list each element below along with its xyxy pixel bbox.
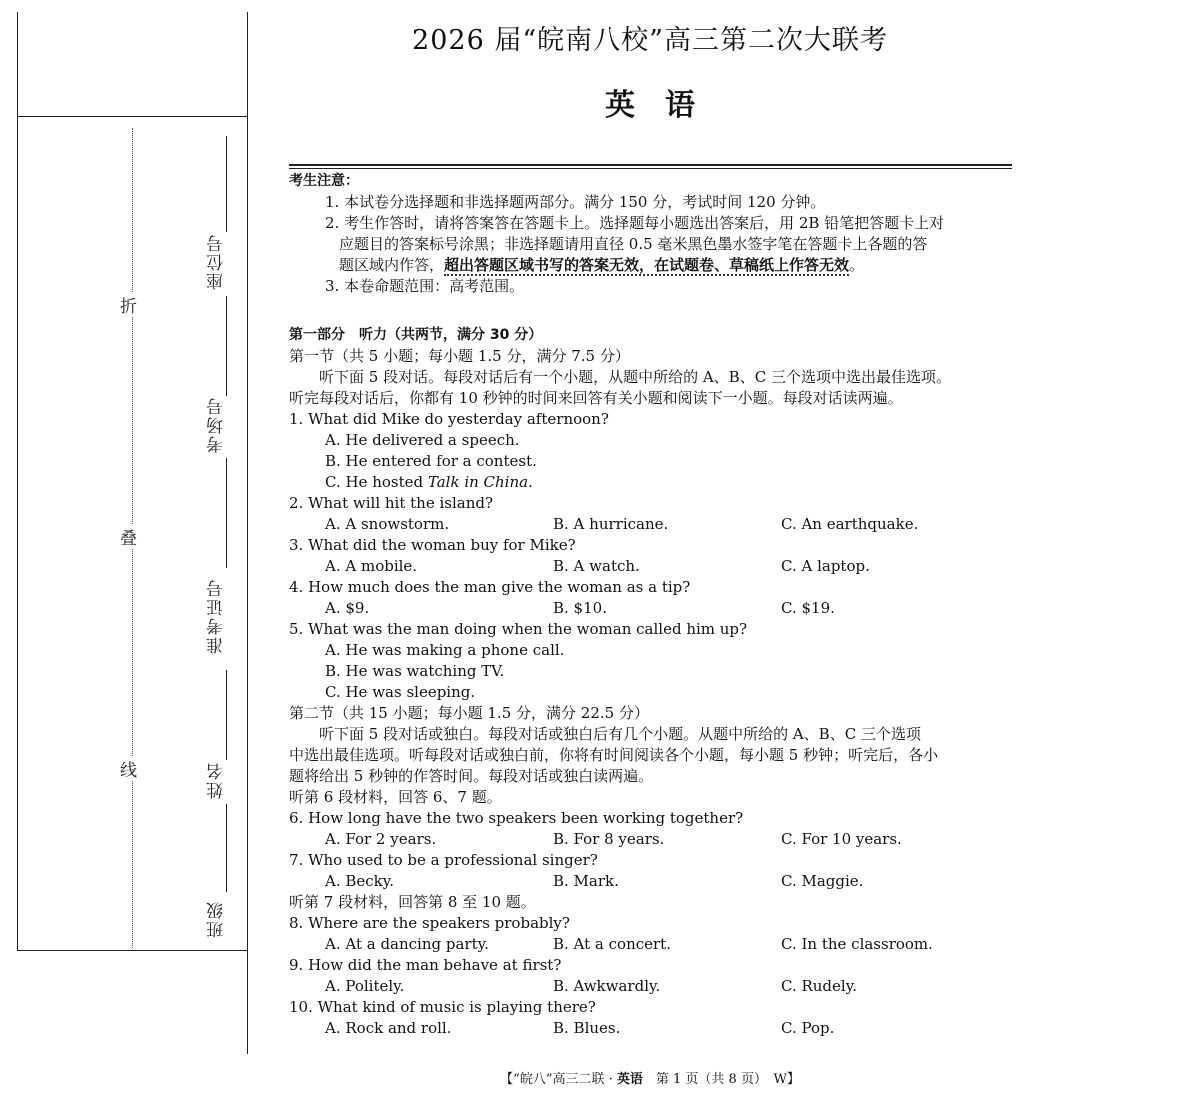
question-stem: 3. What did the woman buy for Mike? — [289, 536, 576, 554]
field-line — [226, 804, 227, 892]
footer-left: 【“皖八”高三二联 · — [500, 1072, 617, 1087]
options-row — [289, 976, 1019, 997]
field-class[interactable] — [200, 804, 248, 944]
notice-item-2-line2: 应题目的答案标号涂黑；非选择题请用直径 0.5 毫米黑色墨水签字笔在答题卡上各题的答 — [339, 235, 928, 253]
section1-instruction: 听下面 5 段对话。每段对话后有一个小题，从题中所给的 A、B、C 三个选项中选出最佳选项。 — [319, 368, 951, 386]
option-b: B. For 8 years. — [553, 830, 665, 848]
options-row — [289, 934, 1019, 955]
section2-instruction: 中选出最佳选项。听每段对话或独白前，你将有时间阅读各个小题，每小题 5 秒钟；听完后，各小 — [289, 746, 939, 764]
field-exam-room[interactable] — [200, 296, 248, 456]
option-a: A. Becky. — [325, 872, 395, 890]
option-c: C. Rudely. — [781, 977, 857, 995]
section2-instruction: 题将给出 5 秒钟的作答时间。每段对话或独白读两遍。 — [289, 767, 654, 785]
fold-char-3: 线 — [120, 756, 137, 781]
fold-char-1: 折 — [120, 292, 137, 317]
option-c: C. For 10 years. — [781, 830, 902, 848]
question-stem: 2. What will hit the island? — [289, 494, 494, 512]
margin-top-rule — [17, 116, 248, 117]
option-a: A. For 2 years. — [325, 830, 437, 848]
question-stem: 6. How long have the two speakers been working together? — [289, 809, 744, 827]
option-b: B. At a concert. — [553, 935, 671, 953]
option-text: C. He hosted — [325, 473, 428, 491]
option-a: A. At a dancing party. — [325, 935, 489, 953]
notice-item-2-line1: 2. 考生作答时，请将答案答在答题卡上。选择题每小题选出答案后，用 2B 铅笔把答题卡上对 — [325, 214, 945, 232]
notice-item-1: 1. 本试卷分选择题和非选择题两部分。满分 150 分，考试时间 120 分钟。 — [325, 193, 826, 211]
option-b: B. He was watching TV. — [325, 662, 505, 680]
option-b: B. $10. — [553, 599, 607, 617]
field-label: 考场号 — [207, 396, 227, 454]
options-row — [289, 556, 1019, 577]
question-stem: 10. What kind of music is playing there? — [289, 998, 596, 1016]
field-line — [226, 296, 227, 396]
exam-content — [289, 171, 1019, 1039]
options-row — [289, 829, 1019, 850]
option-c: C. Pop. — [781, 1019, 835, 1037]
notice-title: 考生注意： — [289, 173, 359, 189]
option-b: B. A hurricane. — [553, 515, 669, 533]
field-admission-number[interactable] — [200, 458, 248, 668]
field-name[interactable] — [200, 670, 248, 800]
option-b: B. Blues. — [553, 1019, 621, 1037]
options-row — [289, 514, 1019, 535]
section1-instruction: 听完每段对话后，你都有 10 秒钟的时间来回答有关小题和阅读下一小题。每段对话读两遍。 — [289, 389, 903, 407]
question-stem: 4. How much does the man give the woman as a tip? — [289, 578, 691, 596]
section2-title: 第二节（共 15 小题；每小题 1.5 分，满分 22.5 分） — [289, 704, 649, 722]
question-stem: 5. What was the man doing when the woman called him up? — [289, 620, 748, 638]
option-c — [289, 472, 1019, 493]
binding-margin — [0, 0, 248, 1099]
spacer — [289, 297, 1019, 325]
margin-bottom-rule — [17, 950, 248, 951]
options-row — [289, 1018, 1019, 1039]
option-text: . — [528, 473, 533, 491]
option-b: B. Awkwardly. — [553, 977, 661, 995]
option-c: C. Maggie. — [781, 872, 864, 890]
option-c: C. A laptop. — [781, 557, 870, 575]
field-seat-number[interactable] — [200, 136, 248, 296]
option-b: B. A watch. — [553, 557, 640, 575]
fold-char-2: 叠 — [120, 524, 137, 549]
options-row — [289, 871, 1019, 892]
option-a: A. Rock and roll. — [325, 1019, 452, 1037]
field-line — [226, 136, 227, 232]
option-b: B. He entered for a contest. — [325, 452, 537, 470]
field-line — [226, 458, 227, 568]
footer-subject: 英语 — [616, 1072, 643, 1087]
notice-text: 题区域内作答， — [339, 256, 445, 274]
option-a: A. He delivered a speech. — [325, 431, 520, 449]
question-stem: 8. Where are the speakers probably? — [289, 914, 570, 932]
part1-title: 第一部分 听力（共两节，满分 30 分） — [289, 327, 543, 343]
field-line — [226, 670, 227, 760]
material-note: 听第 7 段材料，回答第 8 至 10 题。 — [289, 893, 536, 911]
subject-title: 英 语 — [605, 88, 695, 123]
notice-item-3: 3. 本卷命题范围：高考范围。 — [325, 277, 525, 295]
notice-text: 。 — [849, 256, 865, 274]
option-a: A. A snowstorm. — [325, 515, 450, 533]
options-row — [289, 598, 1019, 619]
notice-item-2-line3 — [289, 255, 1019, 276]
field-label: 座位号 — [207, 233, 227, 291]
option-c: C. In the classroom. — [781, 935, 933, 953]
footer-right: 第 1 页（共 8 页） W】 — [642, 1072, 800, 1087]
question-stem: 7. Who used to be a professional singer? — [289, 851, 598, 869]
notice-emphasis: 超出答题区域书写的答案无效，在试题卷、草稿纸上作答无效 — [444, 256, 850, 274]
section1-title: 第一节（共 5 小题；每小题 1.5 分，满分 7.5 分） — [289, 347, 630, 365]
option-b: B. Mark. — [553, 872, 619, 890]
exam-title: 2026 届“皖南八校”高三第二次大联考 — [412, 25, 888, 56]
option-a: A. $9. — [325, 599, 370, 617]
margin-border-left-lower — [17, 116, 18, 951]
option-c: C. An earthquake. — [781, 515, 919, 533]
field-label: 准考证号 — [207, 578, 227, 654]
material-note: 听第 6 段材料，回答 6、7 题。 — [289, 788, 502, 806]
question-stem: 1. What did Mike do yesterday afternoon? — [289, 410, 609, 428]
margin-border-left — [17, 12, 18, 117]
header-rule-thick — [289, 164, 1012, 166]
page-footer — [250, 1068, 1050, 1087]
option-a: A. Politely. — [325, 977, 405, 995]
option-a: A. A mobile. — [325, 557, 418, 575]
option-a: A. He was making a phone call. — [325, 641, 565, 659]
field-label: 班级 — [207, 900, 227, 938]
option-c: C. He was sleeping. — [325, 683, 476, 701]
section2-instruction: 听下面 5 段对话或独白。每段对话或独白后有几个小题。从题中所给的 A、B、C 三个选项 — [319, 725, 921, 743]
field-label: 姓名 — [207, 761, 227, 799]
header-rule-thin — [289, 168, 1012, 169]
option-c: C. $19. — [781, 599, 835, 617]
question-stem: 9. How did the man behave at first? — [289, 956, 562, 974]
option-italic-title: Talk in China — [427, 473, 529, 491]
